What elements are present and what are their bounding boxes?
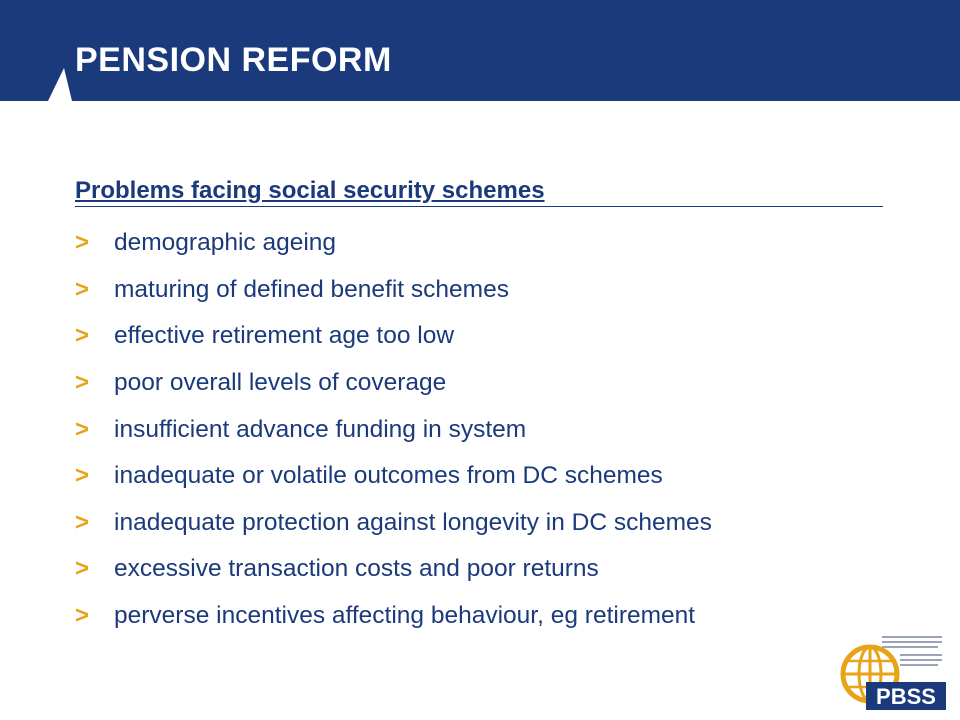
bullet-marker-icon: > [75,275,90,303]
subheading [75,176,883,207]
pbss-logo [836,630,948,712]
list-item [75,500,712,547]
pbss-logo-text: PBSS [876,684,936,709]
bullet-text: perverse incentives affecting behaviour, eg retirement [114,602,696,630]
subheading-text: Problems facing social security schemes [75,177,545,204]
header-bar [0,0,960,101]
bullet-marker-icon: > [75,508,90,536]
list-item [75,220,712,267]
bullet-text: inadequate protection against longevity in DC schemes [114,508,712,536]
bullet-text: inadequate or volatile outcomes from DC schemes [114,462,663,490]
bullet-text: excessive transaction costs and poor returns [114,555,599,583]
bullet-text: poor overall levels of coverage [114,369,447,397]
list-item [75,593,712,640]
slide-title: PENSION REFORM [75,41,392,79]
bullet-list [75,220,712,639]
list-item [75,267,712,314]
bullet-text: maturing of defined benefit schemes [114,275,509,303]
pbss-badge [866,682,946,710]
header-notch [0,0,80,101]
bullet-marker-icon: > [75,555,90,583]
bullet-marker-icon: > [75,229,90,257]
bullet-marker-icon: > [75,369,90,397]
bullet-marker-icon: > [75,415,90,443]
bullet-marker-icon: > [75,602,90,630]
list-item [75,360,712,407]
bullet-text: demographic ageing [114,229,337,257]
list-item [75,546,712,593]
bullet-text: effective retirement age too low [114,322,455,350]
list-item [75,453,712,500]
bullet-marker-icon: > [75,462,90,490]
list-item [75,406,712,453]
bullet-marker-icon: > [75,322,90,350]
list-item [75,313,712,360]
bullet-text: insufficient advance funding in system [114,415,527,443]
